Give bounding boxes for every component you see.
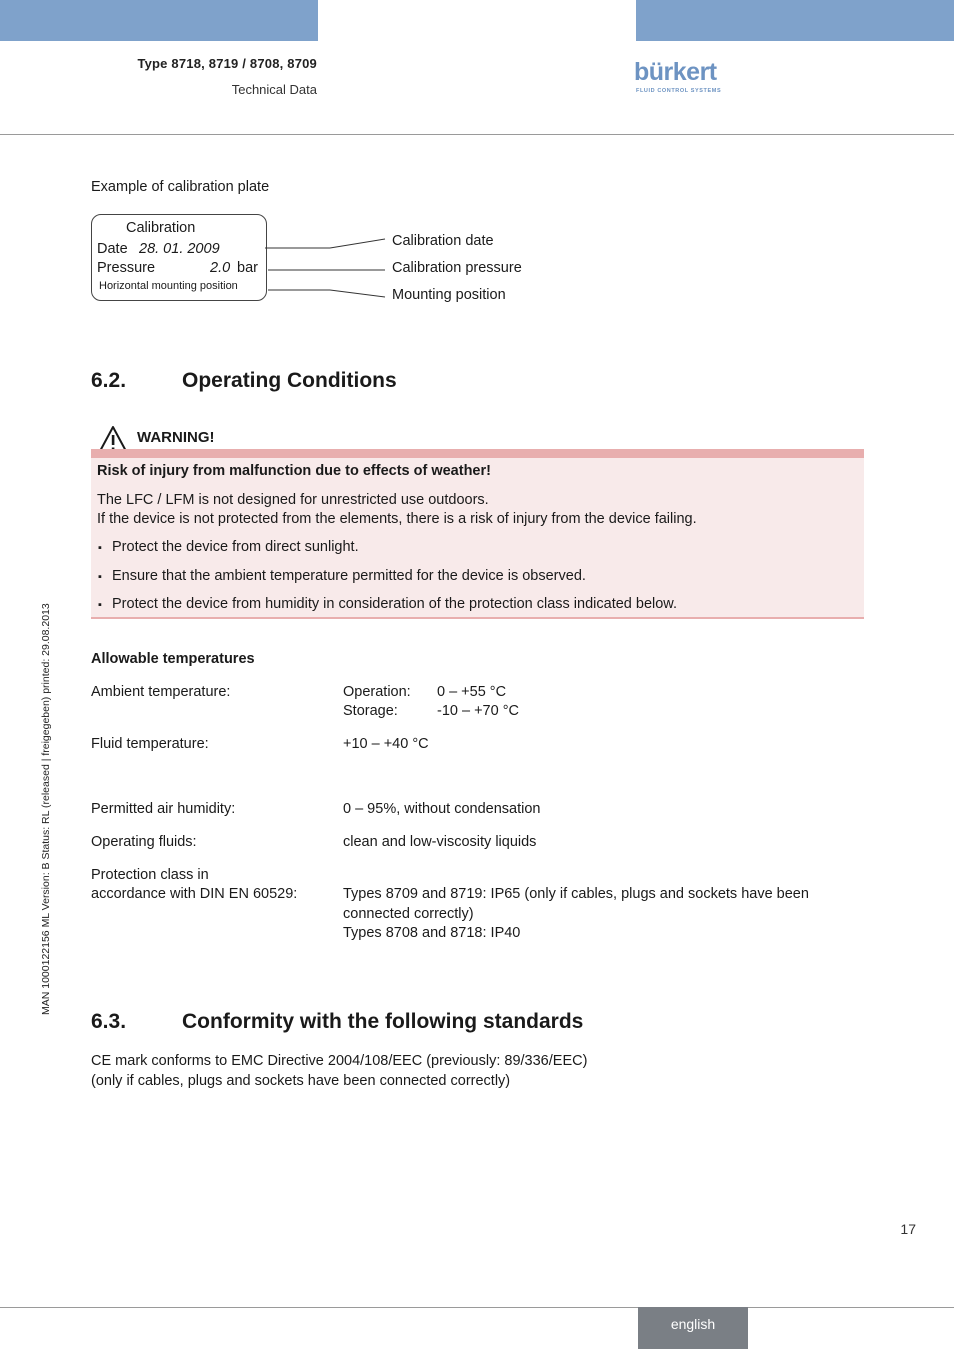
callout-calibration-date: Calibration date bbox=[392, 233, 494, 249]
operating-fluids-value: clean and low-viscosity liquids bbox=[343, 834, 537, 850]
humidity-value: 0 – 95%, without condensation bbox=[343, 801, 541, 817]
storage-label: Storage: bbox=[343, 703, 398, 719]
warning-text-line-1: The LFC / LFM is not designed for unrestricted use outdoors. bbox=[97, 492, 489, 508]
plate-pressure-label: Pressure bbox=[97, 260, 156, 276]
protection-class-value-2: connected correctly) bbox=[343, 906, 474, 922]
footer-divider bbox=[0, 1307, 954, 1308]
plate-date-label: Date bbox=[97, 241, 128, 257]
callout-line-mounting-angle bbox=[330, 290, 385, 297]
document-control-note: MAN 1000122156 ML Version: B Status: RL (released | freigegeben) printed: 29.08.2013 bbox=[40, 603, 52, 1015]
warning-bullet-sunlight: Protect the device from direct sunlight. bbox=[112, 539, 359, 555]
section-62-title: Operating Conditions bbox=[182, 369, 397, 392]
plate-pressure-unit: bar bbox=[237, 260, 258, 276]
language-tab: english bbox=[638, 1307, 748, 1349]
warning-bullet-temperature: Ensure that the ambient temperature permitted for the device is observed. bbox=[112, 568, 586, 584]
brand-logo: bürkert bbox=[634, 58, 717, 86]
callout-calibration-pressure: Calibration pressure bbox=[392, 260, 522, 276]
calibration-intro: Example of calibration plate bbox=[91, 179, 270, 195]
warning-band bbox=[91, 449, 864, 458]
bullet-marker: ▪ bbox=[98, 542, 102, 554]
operating-fluids-label: Operating fluids: bbox=[91, 834, 197, 850]
brand-tagline: FLUID CONTROL SYSTEMS bbox=[636, 88, 722, 94]
document-section-subtitle: Technical Data bbox=[231, 82, 317, 97]
section-62-number: 6.2. bbox=[91, 369, 127, 392]
callout-line-date-angle bbox=[330, 239, 385, 248]
plate-mounting-text: Horizontal mounting position bbox=[99, 280, 238, 292]
conformity-line-1: CE mark conforms to EMC Directive 2004/108/EEC (previously: 89/336/EEC) bbox=[91, 1053, 588, 1069]
storage-value: -10 – +70 °C bbox=[437, 703, 519, 719]
bullet-marker: ▪ bbox=[98, 571, 102, 583]
operation-label: Operation: bbox=[343, 684, 411, 700]
document-type-title: Type 8718, 8719 / 8708, 8709 bbox=[137, 56, 317, 71]
plate-pressure-value: 2.0 bbox=[210, 260, 231, 276]
operation-value: 0 – +55 °C bbox=[437, 684, 507, 700]
temperatures-heading: Allowable temperatures bbox=[91, 651, 255, 667]
fluid-temperature-label: Fluid temperature: bbox=[91, 736, 209, 752]
warning-bullet-humidity: Protect the device from humidity in consideration of the protection class indicated below. bbox=[112, 596, 677, 612]
humidity-label: Permitted air humidity: bbox=[91, 801, 236, 817]
protection-class-value-3: Types 8708 and 8718: IP40 bbox=[343, 925, 521, 941]
warning-bottom-rule bbox=[91, 617, 864, 619]
protection-class-value-1: Types 8709 and 8719: IP65 (only if cables, plugs and sockets have been bbox=[343, 886, 809, 902]
fluid-temperature-value: +10 – +40 °C bbox=[343, 736, 429, 752]
ambient-temperature-label: Ambient temperature: bbox=[91, 684, 231, 700]
warning-headline: Risk of injury from malfunction due to effects of weather! bbox=[97, 463, 491, 479]
page-number: 17 bbox=[900, 1221, 916, 1237]
conformity-line-2: (only if cables, plugs and sockets have been connected correctly) bbox=[91, 1073, 511, 1089]
warning-text-line-2: If the device is not protected from the elements, there is a risk of injury from the device failing. bbox=[97, 511, 697, 527]
protection-class-label-2: accordance with DIN EN 60529: bbox=[91, 886, 298, 902]
callout-mounting-position: Mounting position bbox=[392, 287, 506, 303]
warning-box bbox=[91, 458, 864, 617]
section-63-number: 6.3. bbox=[91, 1010, 127, 1033]
section-63-title: Conformity with the following standards bbox=[182, 1010, 584, 1033]
protection-class-label-1: Protection class in bbox=[91, 867, 209, 883]
plate-date-value: 28. 01. 2009 bbox=[139, 241, 220, 257]
plate-title: Calibration bbox=[126, 220, 196, 236]
warning-label: WARNING! bbox=[137, 429, 215, 446]
bullet-marker: ▪ bbox=[98, 599, 102, 611]
